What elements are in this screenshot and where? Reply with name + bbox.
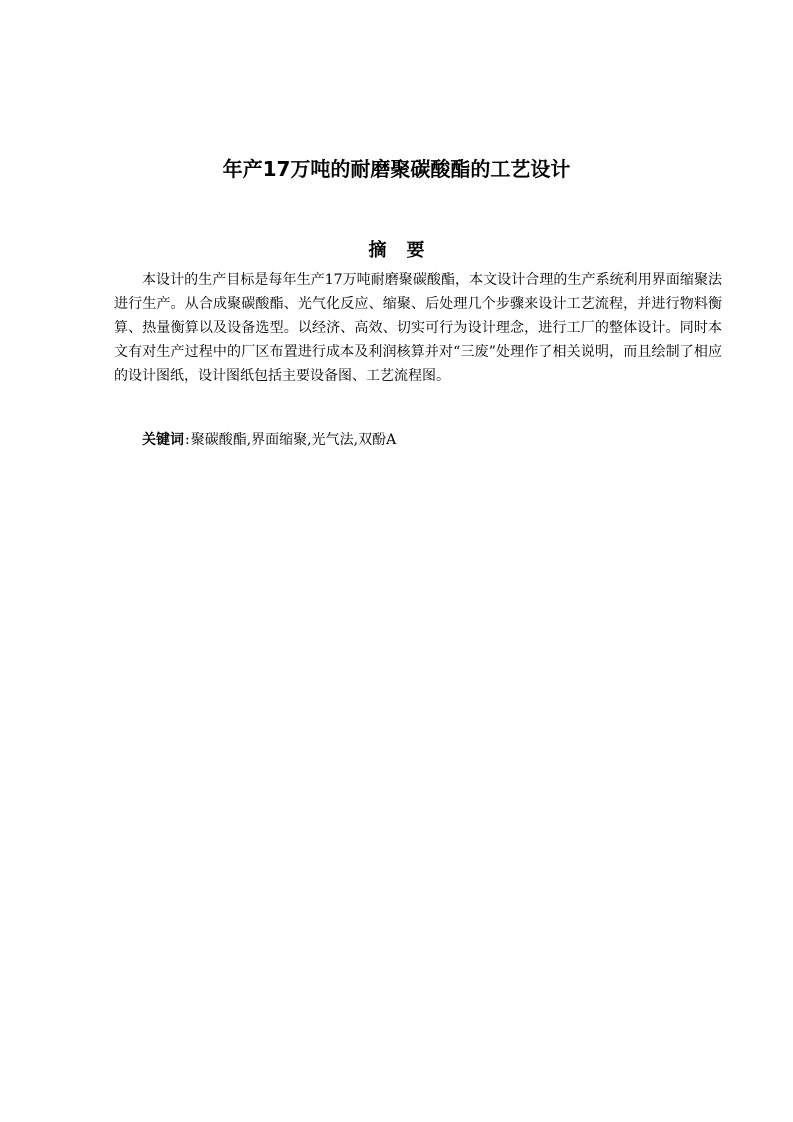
keywords-label: 关键词 — [142, 432, 184, 448]
document-title: 年产17万吨的耐磨聚碳酸酯的工艺设计 — [222, 157, 571, 181]
keywords-separator: : — [185, 432, 190, 448]
abstract-heading: 摘要 — [368, 240, 445, 261]
keywords-line — [142, 428, 722, 452]
abstract-body: 本设计的生产目标是每年生产17万吨耐磨聚碳酸酯，本文设计合理的生产系统利用界面缩聚法进行生产。从合成聚碳酸酯、光气化反应、缩聚、后处理几个步骤来设计工艺流程，并进行物料衡算、热量衡算以及设备选型。以经济、高效、切实可行为设计理念，进行工厂的整体设计。同时本文有对生产过程中的厂区布置进行成本及利润核算并对“三废”处理作了相关说明，而且绘制了相应的设计图纸，设计图纸包括主要设备图、工艺流程图。 — [114, 272, 722, 384]
keywords-value: 聚碳酸酯,界面缩聚,光气法,双酚A — [190, 432, 397, 448]
